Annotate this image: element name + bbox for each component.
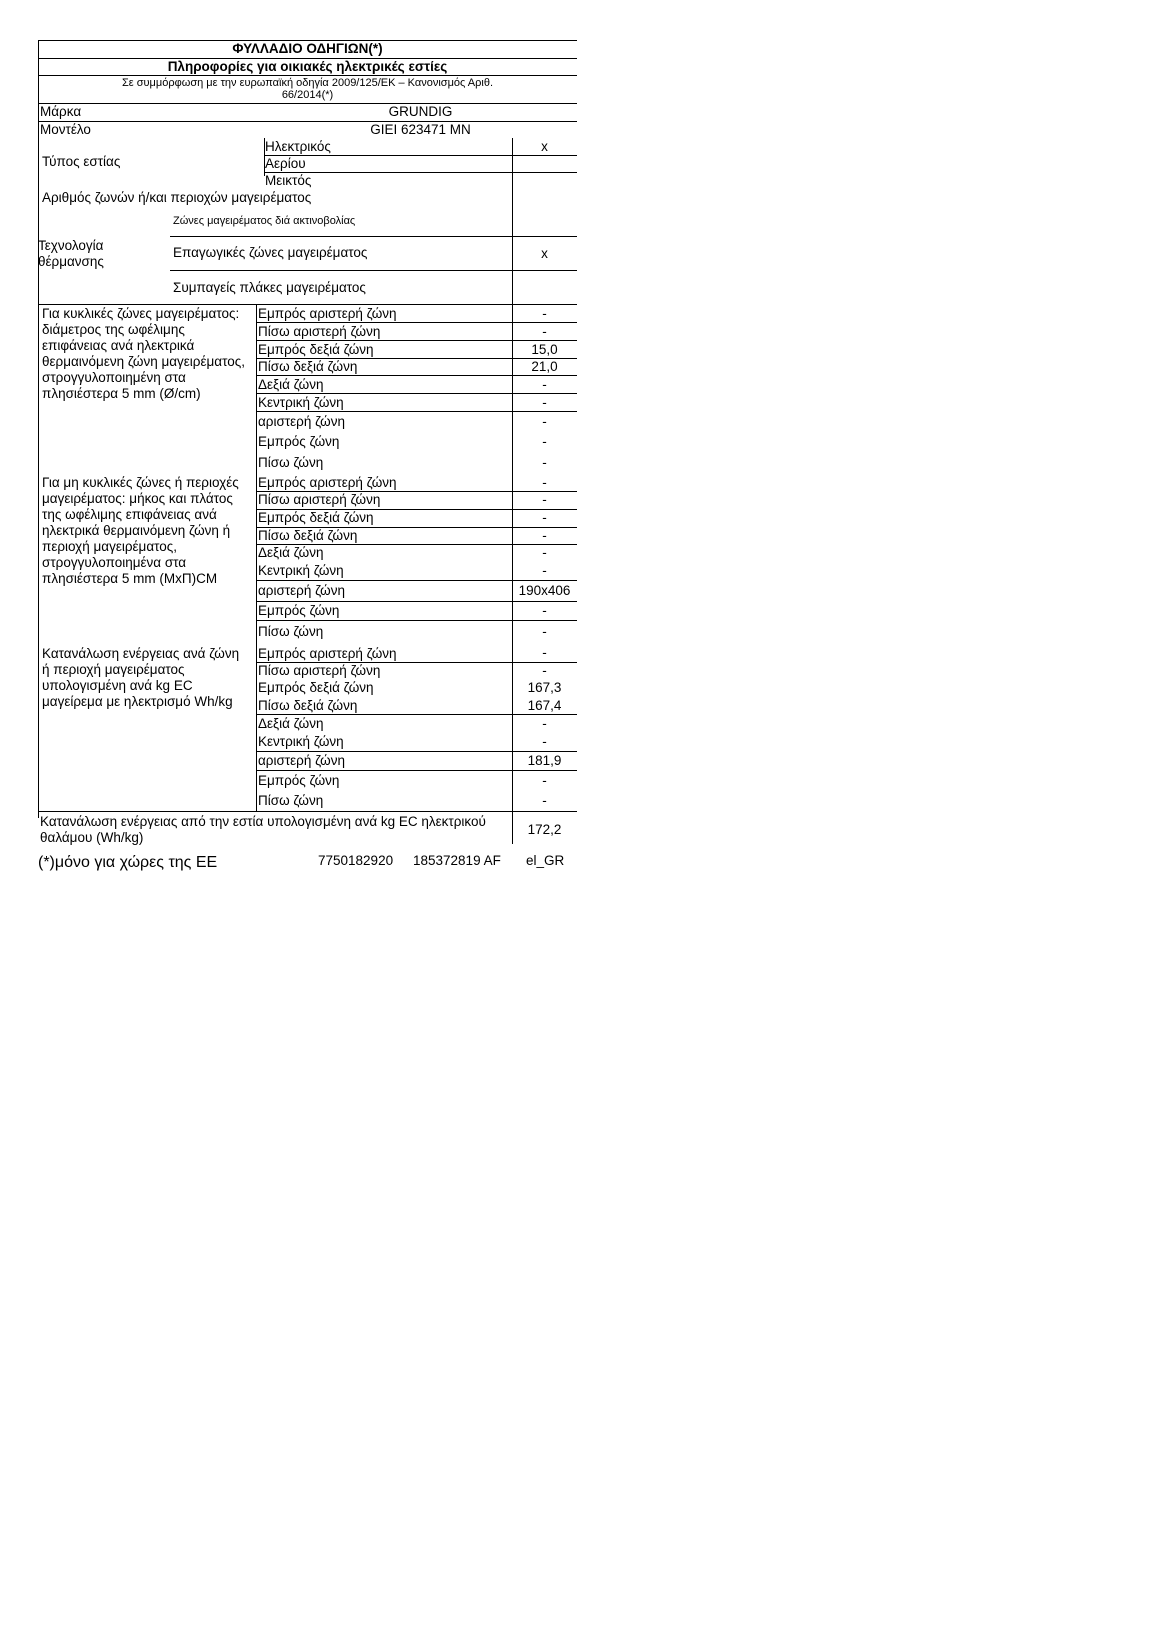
- circular-desc-line: πλησιέστερα 5 mm (Ø/cm): [42, 386, 201, 401]
- zone-label: Εμπρός ζώνη: [258, 434, 340, 449]
- zone-label: Κεντρική ζώνη: [258, 395, 344, 410]
- noncircular-desc-line: της ωφέλιμης επιφάνειας ανά: [42, 507, 217, 522]
- zone-label: Εμπρός ζώνη: [258, 773, 340, 788]
- hob-type-electric-label: Ηλεκτρικός: [265, 139, 331, 154]
- zone-value: -: [542, 603, 547, 618]
- noncircular-desc-line: στρογγυλοποιημένα στα: [42, 555, 187, 570]
- brand-label: Μάρκα: [40, 104, 82, 119]
- solid-plates-label: Συμπαγείς πλάκες μαγειρέματος: [173, 280, 366, 295]
- noncircular-desc-line: πλησιέστερα 5 mm (ΜxΠ)CM: [42, 571, 218, 586]
- energy-total-label-2: θαλάμου (Wh/kg): [40, 830, 144, 845]
- zone-value: 167,3: [527, 680, 562, 695]
- circular-desc-line: Για κυκλικές ζώνες μαγειρέματος:: [42, 306, 240, 321]
- model-value: GIEI 623471 MN: [370, 122, 471, 137]
- heating-tech-label-2: θέρμανσης: [38, 254, 104, 269]
- product-code: 7750182920: [318, 853, 394, 868]
- zone-value: 21,0: [531, 359, 558, 374]
- hob-type-gas-label: Αερίου: [265, 156, 306, 171]
- zone-label: Κεντρική ζώνη: [258, 563, 344, 578]
- zone-value: 181,9: [527, 753, 562, 768]
- hob-type-label: Τύπος εστίας: [42, 154, 121, 169]
- zone-value: -: [542, 377, 547, 392]
- zone-label: Πίσω ζώνη: [258, 624, 324, 639]
- zone-value: -: [542, 528, 547, 543]
- zone-label: Πίσω αριστερή ζώνη: [258, 492, 381, 507]
- zone-value: -: [542, 716, 547, 731]
- zone-value: -: [542, 434, 547, 449]
- zone-label: Εμπρός αριστερή ζώνη: [258, 475, 397, 490]
- zone-value: -: [542, 773, 547, 788]
- zone-label: Πίσω δεξιά ζώνη: [258, 528, 358, 543]
- fiche-title: ΦΥΛΛΑΔΙΟ ΟΔΗΓΙΩΝ(*): [232, 41, 383, 56]
- noncircular-desc-line: Για μη κυκλικές ζώνες ή περιοχές: [42, 475, 239, 490]
- compliance-line-1: Σε συμμόρφωση με την ευρωπαϊκή οδηγία 2009/125/ΕΚ – Κανονισμός Αριθ.: [121, 77, 494, 89]
- induction-zones-value: x: [541, 246, 548, 261]
- noncircular-desc-line: περιοχή μαγειρέματος,: [42, 539, 178, 554]
- zone-label: Εμπρός αριστερή ζώνη: [258, 306, 397, 321]
- energy-zone-desc-line: υπολογισμένη ανά kg EC: [42, 678, 193, 693]
- zone-label: αριστερή ζώνη: [258, 583, 345, 598]
- zone-label: Εμπρός δεξιά ζώνη: [258, 510, 374, 525]
- zone-value: -: [542, 563, 547, 578]
- zone-label: Εμπρός δεξιά ζώνη: [258, 680, 374, 695]
- zone-label: Πίσω ζώνη: [258, 455, 324, 470]
- zone-label: Πίσω δεξιά ζώνη: [258, 698, 358, 713]
- locale-code: el_GR: [526, 853, 565, 868]
- heating-tech-label-1: Τεχνολογία: [38, 238, 104, 253]
- zone-label: Δεξιά ζώνη: [258, 716, 324, 731]
- eu-only-note: (*)μόνο για χώρες της ΕΕ: [38, 854, 218, 871]
- zone-label: Πίσω αριστερή ζώνη: [258, 663, 381, 678]
- energy-zone-desc-line: μαγείρεμα με ηλεκτρισμό Wh/kg: [42, 694, 233, 709]
- brand-value: GRUNDIG: [388, 104, 453, 119]
- hob-type-electric-value: x: [541, 139, 548, 154]
- zone-label: Πίσω ζώνη: [258, 793, 324, 808]
- zone-value: -: [542, 492, 547, 507]
- zone-value: -: [542, 624, 547, 639]
- zone-label: Κεντρική ζώνη: [258, 734, 344, 749]
- energy-zone-desc-line: Κατανάλωση ενέργειας ανά ζώνη: [42, 646, 240, 661]
- circular-desc-line: επιφάνειας ανά ηλεκτρικά: [42, 338, 195, 353]
- zone-value: -: [542, 645, 547, 660]
- zone-label: Εμπρός ζώνη: [258, 603, 340, 618]
- zone-value: 190x406: [518, 583, 571, 598]
- zone-label: Πίσω δεξιά ζώνη: [258, 359, 358, 374]
- zone-value: 167,4: [527, 698, 562, 713]
- energy-zone-desc-line: ή περιοχή μαγειρέματος: [42, 662, 185, 677]
- zone-value: -: [542, 734, 547, 749]
- hob-type-mixed-label: Μεικτός: [265, 173, 312, 188]
- compliance-line-2: 66/2014(*): [281, 89, 334, 101]
- fiche-subtitle: Πληροφορίες για οικιακές ηλεκτρικές εστίες: [167, 59, 448, 74]
- circular-desc-line: θερμαινόμενη ζώνη μαγειρέματος,: [42, 354, 245, 369]
- energy-total-value: 172,2: [527, 822, 562, 837]
- zone-label: Δεξιά ζώνη: [258, 377, 324, 392]
- zone-value: -: [542, 663, 547, 678]
- noncircular-desc-line: μαγειρέματος: μήκος και πλάτος: [42, 491, 233, 506]
- circular-desc-line: στρογγυλοποιημένη στα: [42, 370, 186, 385]
- radiant-zones-label: Ζώνες μαγειρέματος διά ακτινοβολίας: [173, 215, 356, 227]
- induction-zones-label: Επαγωγικές ζώνες μαγειρέματος: [173, 245, 368, 260]
- energy-total-label-1: Κατανάλωση ενέργειας από την εστία υπολογισμένη ανά kg EC ηλεκτρικού: [40, 814, 486, 829]
- circular-desc-line: διάμετρος της ωφέλιμης: [42, 322, 185, 337]
- zone-label: Δεξιά ζώνη: [258, 545, 324, 560]
- zone-value: -: [542, 395, 547, 410]
- model-label: Μοντέλο: [40, 122, 91, 137]
- zone-value: -: [542, 545, 547, 560]
- zone-label: Πίσω αριστερή ζώνη: [258, 324, 381, 339]
- zone-label: αριστερή ζώνη: [258, 414, 345, 429]
- zone-value: -: [542, 455, 547, 470]
- zone-value: -: [542, 324, 547, 339]
- document-code: 185372819 AF: [413, 853, 501, 868]
- zone-value: -: [542, 414, 547, 429]
- zone-value: 15,0: [531, 342, 558, 357]
- noncircular-desc-line: ηλεκτρικά θερμαινόμενη ζώνη ή: [42, 523, 231, 538]
- zone-value: -: [542, 510, 547, 525]
- zone-value: -: [542, 475, 547, 490]
- zone-value: -: [542, 793, 547, 808]
- zones-count-label: Αριθμός ζωνών ή/και περιοχών μαγειρέματος: [42, 190, 312, 205]
- zone-label: αριστερή ζώνη: [258, 753, 345, 768]
- zone-value: -: [542, 306, 547, 321]
- zone-label: Εμπρός δεξιά ζώνη: [258, 342, 374, 357]
- zone-label: Εμπρός αριστερή ζώνη: [258, 646, 397, 661]
